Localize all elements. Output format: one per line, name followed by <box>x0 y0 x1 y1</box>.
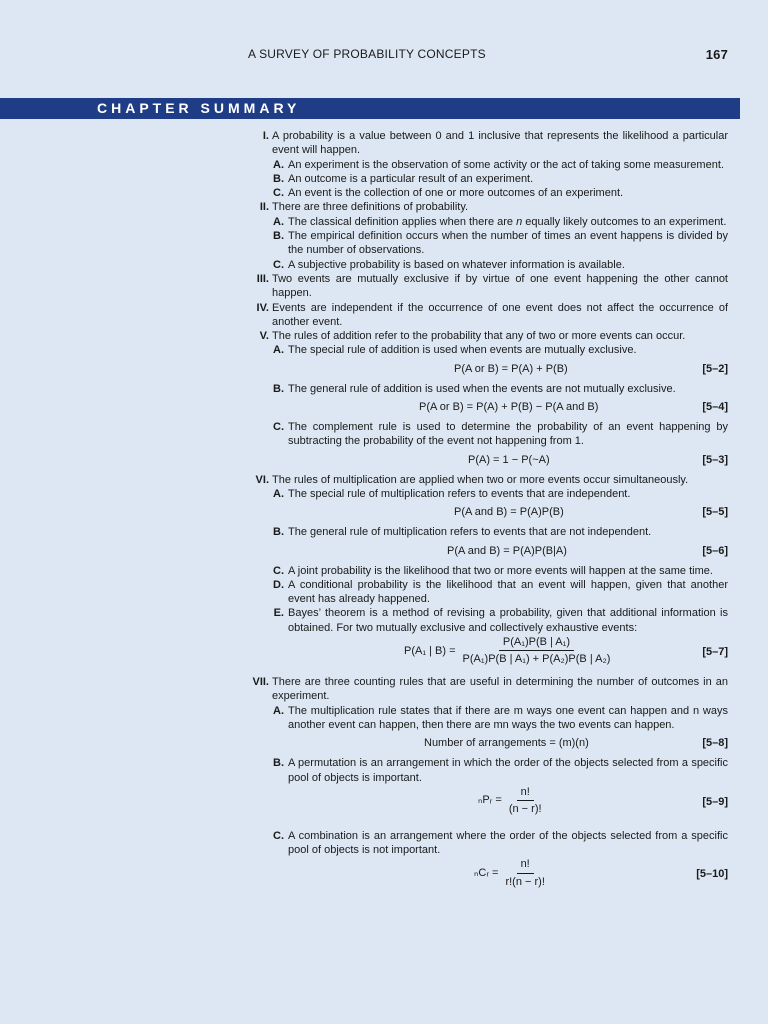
item-letter: A. <box>273 487 284 500</box>
item-text: There are three definitions of probability. <box>272 201 469 214</box>
equation-number: [5–5] <box>702 506 728 519</box>
item-text: The rules of multiplication are applied when two or more events occur simultaneously. <box>272 473 689 486</box>
item-text: The rules of addition refer to the probability that any of two or more events can occur. <box>272 330 686 343</box>
fraction-denominator: r!(n − r)! <box>505 875 545 888</box>
equation-number: [5–6] <box>702 544 728 557</box>
equation-number: [5–3] <box>702 453 728 466</box>
item-letter: A. <box>273 344 284 357</box>
equation-expression: Number of arrangements = (m)(n) <box>424 737 589 750</box>
equation-number: [5–4] <box>702 401 728 414</box>
item-text: The general rule of multiplication refers to events that are not independent. <box>288 526 652 539</box>
item-text: A combination is an arrangement where the order of the objects selected from a specific pool of objects is not important. <box>288 829 728 857</box>
summary-item-II-B <box>273 229 728 258</box>
summary-item-III <box>256 272 728 301</box>
equation-5-8 <box>288 732 728 756</box>
summary-item-VII-C <box>273 829 728 858</box>
fraction-numerator: n! <box>517 785 534 801</box>
item-letter: C. <box>273 187 284 200</box>
permutation-formula <box>478 785 546 817</box>
item-letter: C. <box>273 421 284 434</box>
summary-item-VI-E <box>273 606 728 635</box>
item-text: A subjective probability is based on whatever information is available. <box>288 258 625 271</box>
summary-item-VI-C <box>273 564 728 578</box>
fraction <box>505 785 546 817</box>
item-number: VII. <box>252 676 269 689</box>
item-text: Events are independent if the occurrence of one event does not affect the occurrence of another event. <box>272 301 728 328</box>
summary-item-VI-B <box>273 525 728 539</box>
equation-5-6 <box>288 540 728 564</box>
bayes-formula <box>404 635 614 667</box>
fraction-denominator: (n − r)! <box>508 803 542 816</box>
equation-5-10 <box>288 857 728 897</box>
summary-item-VII <box>252 675 728 704</box>
item-text: An event is the collection of one or more outcomes of an experiment. <box>288 187 624 200</box>
item-letter: A. <box>273 704 284 717</box>
item-number: II. <box>259 201 269 214</box>
equation-lhs: ₙCᵣ = <box>474 867 499 880</box>
summary-item-V <box>259 329 728 343</box>
summary-item-VI <box>255 473 728 487</box>
item-text: There are three counting rules that are useful in determining the number of outcomes in an experiment. <box>272 676 728 703</box>
summary-item-II <box>259 200 728 214</box>
item-letter: A. <box>273 158 284 171</box>
running-title: A SURVEY OF PROBABILITY CONCEPTS <box>248 47 486 61</box>
item-text: The empirical definition occurs when the number of times an event happens is divided by the number of observations. <box>288 230 728 257</box>
item-text: The complement rule is used to determine the probability of an event happening by subtracting the probability of the event not happening from 1. <box>288 421 728 448</box>
item-text: An outcome is a particular result of an experiment. <box>288 172 534 185</box>
equation-number: [5–2] <box>702 362 728 375</box>
equation-expression: P(A and B) = P(A)P(B) <box>454 506 564 519</box>
summary-item-IV <box>256 301 728 330</box>
chapter-summary-banner <box>0 98 740 119</box>
summary-item-I <box>262 129 728 158</box>
equation-5-5 <box>288 501 728 525</box>
page-number: 167 <box>705 47 728 62</box>
item-letter: C. <box>273 829 284 842</box>
fraction <box>459 635 615 667</box>
equation-5-2 <box>288 358 728 382</box>
variable-n: n <box>516 215 523 228</box>
summary-item-I-B <box>273 172 728 186</box>
item-letter: B. <box>273 172 284 185</box>
equation-number: [5–9] <box>702 795 728 808</box>
item-text: A joint probability is the likelihood that two or more events will happen at the same time. <box>288 564 713 577</box>
equation-expression: P(A or B) = P(A) + P(B) <box>454 362 568 375</box>
item-number: V. <box>259 330 269 343</box>
summary-item-I-C <box>273 186 728 200</box>
item-letter: B. <box>273 382 284 395</box>
text-part: equally likely outcomes to an experiment. <box>522 215 727 228</box>
item-text: The multiplication rule states that if there are m ways one event can happen and n ways another event can happen, then there are mn ways the two events can happen. <box>288 704 728 731</box>
fraction <box>501 857 548 889</box>
summary-item-VII-B <box>273 756 728 785</box>
equation-lhs: P(A₁ | B) = <box>404 644 456 657</box>
equation-number: [5–7] <box>702 646 728 659</box>
item-text: A probability is a value between 0 and 1 inclusive that represents the likelihood a particular event will happen. <box>272 130 728 157</box>
item-letter: A. <box>273 215 284 228</box>
summary-item-V-B <box>273 382 728 396</box>
equation-number: [5–8] <box>702 737 728 750</box>
summary-item-VI-A <box>273 487 728 501</box>
summary-item-VI-D <box>273 578 728 607</box>
item-number: III. <box>256 272 269 285</box>
item-letter: B. <box>273 526 284 539</box>
summary-item-VII-A <box>273 704 728 733</box>
equation-5-4 <box>288 396 728 420</box>
item-text: Two events are mutually exclusive if by virtue of one event happening the other cannot happen. <box>272 272 728 300</box>
item-number: VI. <box>255 473 269 486</box>
item-letter: C. <box>273 258 284 271</box>
equation-number: [5–10] <box>696 868 728 881</box>
item-letter: D. <box>273 578 284 591</box>
fraction-numerator: n! <box>517 857 534 873</box>
banner-title: CHAPTER SUMMARY <box>97 100 301 116</box>
summary-item-V-A <box>273 343 728 357</box>
item-letter: B. <box>273 230 284 243</box>
equation-expression: P(A and B) = P(A)P(B|A) <box>447 544 567 557</box>
item-text: A conditional probability is the likelihood that an event will happen, given that another event has already happened. <box>288 578 728 606</box>
summary-item-II-C <box>273 258 728 272</box>
item-letter: C. <box>273 564 284 577</box>
equation-lhs: ₙPᵣ = <box>478 794 502 807</box>
item-text: Bayes’ theorem is a method of revising a probability, given that additional information is obtained. For two mutually exclusive and collectively exhaustive events: <box>288 607 728 634</box>
combination-formula <box>474 857 549 889</box>
equation-5-3 <box>288 449 728 473</box>
fraction-denominator: P(A₁)P(B | A₁) + P(A₂)P(B | A₂) <box>462 653 611 666</box>
summary-content <box>0 129 768 897</box>
equation-expression: P(A) = 1 − P(~A) <box>468 453 550 466</box>
summary-item-I-A <box>273 158 728 172</box>
running-head <box>0 47 768 63</box>
item-letter: E. <box>273 607 284 620</box>
summary-item-V-C <box>273 420 728 449</box>
item-text: The special rule of addition is used when events are mutually exclusive. <box>288 344 637 357</box>
item-text: A permutation is an arrangement in which the order of the objects selected from a specific pool of objects is important. <box>288 757 728 784</box>
item-letter: B. <box>273 757 284 770</box>
item-number: I. <box>262 130 269 142</box>
item-number: IV. <box>256 301 269 314</box>
item-text <box>288 215 728 229</box>
equation-expression: P(A or B) = P(A) + P(B) − P(A and B) <box>419 401 599 414</box>
text-part: The classical definition applies when there are <box>288 215 517 228</box>
equation-5-9 <box>288 785 728 825</box>
item-text: The general rule of addition is used when the events are not mutually exclusive. <box>288 382 676 395</box>
fraction-numerator: P(A₁)P(B | A₁) <box>499 635 574 651</box>
summary-item-II-A <box>273 215 728 229</box>
item-text: The special rule of multiplication refers to events that are independent. <box>288 487 631 500</box>
item-text: An experiment is the observation of some activity or the act of taking some measurement. <box>288 158 724 171</box>
equation-5-7 <box>288 635 728 675</box>
